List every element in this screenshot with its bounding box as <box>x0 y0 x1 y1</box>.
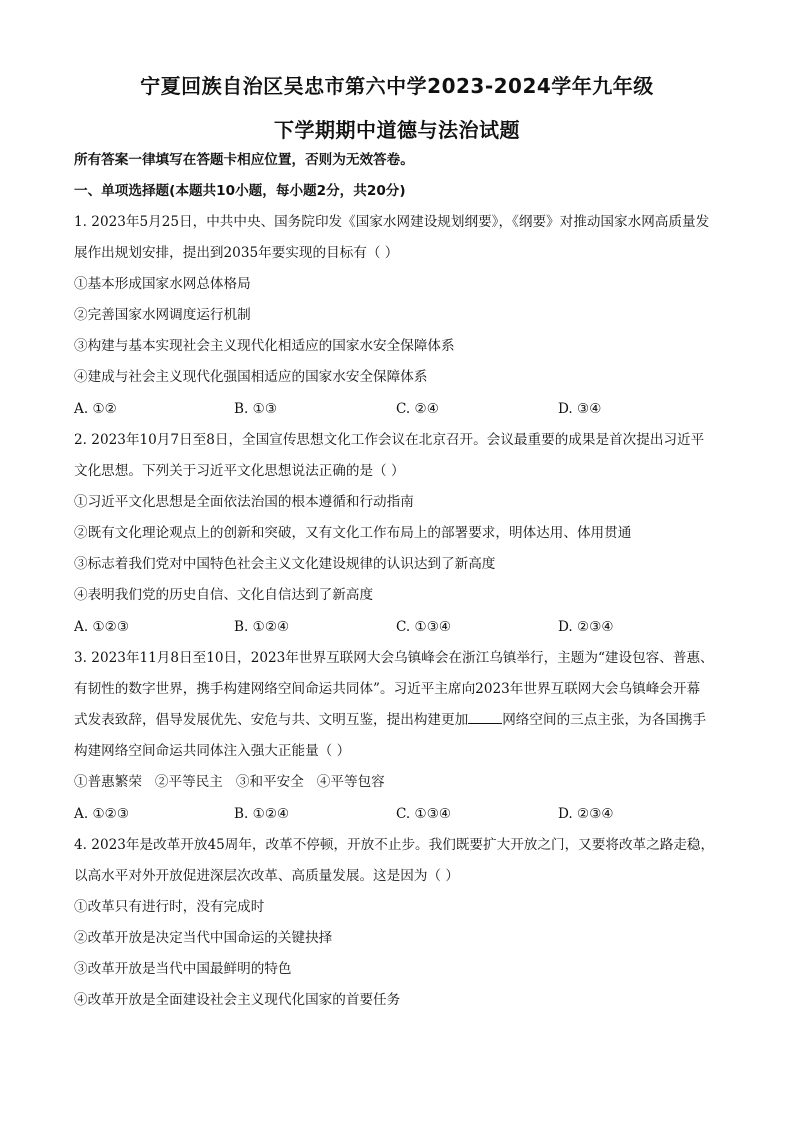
section-heading: 一、单项选择题(本题共10小题，每小题2分，共20分) <box>74 183 406 199</box>
question-2-option-d: D. ②③④ <box>558 619 614 635</box>
question-1-item: ②完善国家水网调度运行机制 <box>74 307 251 323</box>
exam-title-line1: 宁夏回族自治区吴忠市第六中学2023-2024学年九年级 <box>140 74 654 98</box>
question-4-item: ①改革只有进行时，没有完成时 <box>74 899 265 915</box>
question-3-items: ①普惠繁荣 ②平等民主 ③和平安全 ④平等包容 <box>74 774 385 790</box>
question-3-stem-cont: 构建网络空间命运共同体注入强大正能量（ ） <box>74 743 351 759</box>
question-2-option-b: B. ①②④ <box>234 619 290 635</box>
question-2-option-c: C. ①③④ <box>396 619 452 635</box>
question-3-stem-with-blank <box>74 711 734 729</box>
question-1-item: ③构建与基本实现社会主义现代化相适应的国家水安全保障体系 <box>74 338 455 354</box>
question-2-option-a: A. ①②③ <box>74 619 130 635</box>
question-2-item: ④表明我们党的历史自信、文化自信达到了新高度 <box>74 587 374 603</box>
question-1-item: ①基本形成国家水网总体格局 <box>74 276 251 292</box>
question-2-item: ③标志着我们党对中国特色社会主义文化建设规律的认识达到了新高度 <box>74 556 496 572</box>
fill-blank <box>468 711 502 724</box>
question-2-stem: 2. 2023年10月7日至8日，全国宣传思想文化工作会议在北京召开。会议最重要的成果是首次提出习近平 <box>74 432 705 448</box>
question-1-option-c: C. ②④ <box>396 401 439 417</box>
question-1-option-b: B. ①③ <box>234 401 278 417</box>
question-3-stem: 3. 2023年11月8日至10日，2023年世界互联网大会乌镇峰会在浙江乌镇举行，主题为“建设包容、普惠、 <box>74 650 714 666</box>
exam-title-line2: 下学期期中道德与法治试题 <box>274 118 520 142</box>
question-4-item: ②改革开放是决定当代中国命运的关键抉择 <box>74 930 333 946</box>
answer-instructions: 所有答案一律填写在答题卡相应位置，否则为无效答卷。 <box>74 152 414 168</box>
question-1-item: ④建成与社会主义现代化强国相适应的国家水安全保障体系 <box>74 369 428 385</box>
question-1-stem-cont: 展作出规划安排，提出到2035年要实现的目标有（ ） <box>74 245 399 261</box>
question-3-option-c: C. ①③④ <box>396 806 452 822</box>
question-1-option-d: D. ③④ <box>558 401 602 417</box>
question-3-stem-cont: 有韧性的数字世界，携手构建网络空间命运共同体”。习近平主席向2023年世界互联网大会乌镇峰会开幕 <box>74 681 701 697</box>
question-3-option-b: B. ①②④ <box>234 806 290 822</box>
question-1-stem: 1. 2023年5月25日，中共中央、国务院印发《国家水网建设规划纲要》，《纲要》对推动国家水网高质量发 <box>74 214 710 230</box>
question-2-stem-cont: 文化思想。下列关于习近平文化思想说法正确的是（ ） <box>74 463 405 479</box>
question-3-option-a: A. ①②③ <box>74 806 130 822</box>
question-1-option-a: A. ①② <box>74 401 117 417</box>
question-3-option-d: D. ②③④ <box>558 806 614 822</box>
question-4-item: ③改革开放是当代中国最鲜明的特色 <box>74 961 292 977</box>
question-3-stem-part: 网络空间的三点主张，为各国携手 <box>502 712 707 728</box>
question-2-item: ①习近平文化思想是全面依法治国的根本遵循和行动指南 <box>74 494 414 510</box>
question-3-stem-part: 式发表致辞，倡导发展优先、安危与共、文明互鉴，提出构建更加 <box>74 712 469 728</box>
question-4-stem: 4. 2023年是改革开放45周年，改革不停顿，开放不止步。我们既要扩大开放之门，又要将改革之路走稳， <box>74 837 715 853</box>
question-4-item: ④改革开放是全面建设社会主义现代化国家的首要任务 <box>74 992 401 1008</box>
question-4-stem-cont: 以高水平对外开放促进深层次改革、高质量发展。这是因为（ ） <box>74 868 459 884</box>
question-2-item: ②既有文化理论观点上的创新和突破，又有文化工作布局上的部署要求，明体达用、体用贯通 <box>74 525 632 541</box>
